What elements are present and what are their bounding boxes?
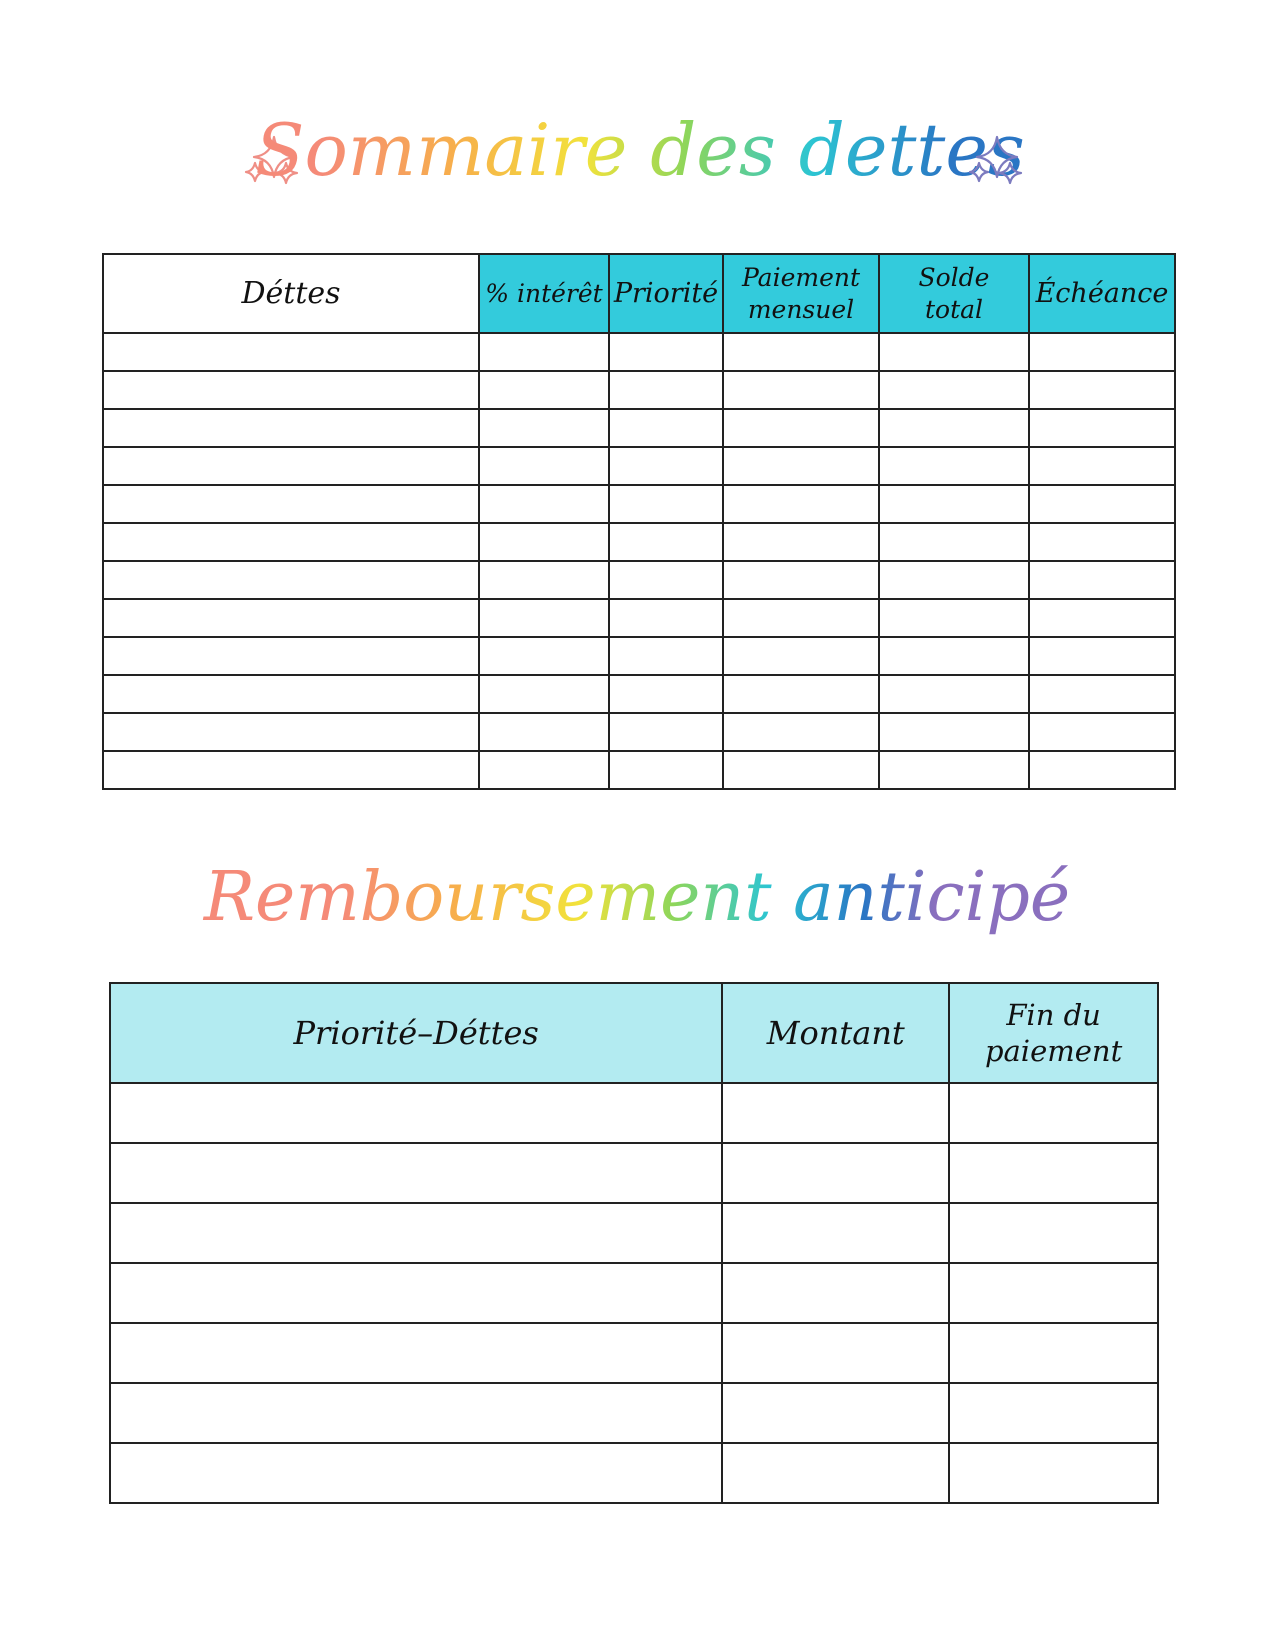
table-cell[interactable] [949, 1263, 1158, 1323]
table-cell[interactable] [949, 1203, 1158, 1263]
table-cell[interactable] [723, 751, 879, 789]
table-cell[interactable] [609, 713, 723, 751]
prepayment-table-body [110, 1083, 1158, 1503]
table-cell[interactable] [879, 751, 1029, 789]
table-cell[interactable] [879, 561, 1029, 599]
table-cell[interactable] [722, 1143, 949, 1203]
table-row [103, 333, 1175, 371]
table-cell[interactable] [479, 523, 609, 561]
column-header-label: Priorité [613, 277, 719, 309]
table-cell[interactable] [479, 599, 609, 637]
prepayment-title-graphic [0, 838, 1275, 958]
table-cell[interactable] [103, 561, 479, 599]
table-row [110, 1083, 1158, 1143]
table-cell[interactable] [479, 751, 609, 789]
column-header-label: Fin du [1006, 997, 1101, 1032]
table-cell[interactable] [609, 561, 723, 599]
table-cell[interactable] [723, 333, 879, 371]
prepayment-title: Remboursement anticipé [203, 858, 1071, 937]
table-cell[interactable] [949, 1083, 1158, 1143]
table-header-row [110, 983, 1158, 1083]
column-header-amount [722, 983, 949, 1083]
table-cell[interactable] [609, 523, 723, 561]
table-cell[interactable] [609, 333, 723, 371]
table-cell[interactable] [879, 713, 1029, 751]
debts-summary-table [102, 253, 1176, 790]
table-cell[interactable] [479, 409, 609, 447]
table-cell[interactable] [110, 1143, 722, 1203]
table-cell[interactable] [103, 675, 479, 713]
column-header-interest [479, 254, 609, 333]
table-cell[interactable] [479, 637, 609, 675]
table-row [103, 523, 1175, 561]
column-header-label-line2: paiement [984, 1034, 1123, 1068]
table-cell[interactable] [723, 371, 879, 409]
table-row [103, 447, 1175, 485]
table-cell[interactable] [879, 447, 1029, 485]
column-header-label: Montant [766, 1014, 905, 1052]
table-cell[interactable] [479, 485, 609, 523]
column-header-label: Paiement [741, 263, 861, 293]
table-row [110, 1443, 1158, 1503]
table-header-row [103, 254, 1175, 333]
column-header-priority [609, 254, 723, 333]
table-cell[interactable] [1029, 523, 1175, 561]
table-cell[interactable] [110, 1203, 722, 1263]
table-cell[interactable] [722, 1443, 949, 1503]
table-cell[interactable] [609, 675, 723, 713]
column-header-label: Déttes [241, 275, 341, 311]
table-cell[interactable] [103, 599, 479, 637]
table-cell[interactable] [879, 523, 1029, 561]
table-cell[interactable] [103, 371, 479, 409]
table-cell[interactable] [723, 561, 879, 599]
summary-title: Sommaire des dettes [255, 108, 1025, 192]
table-cell[interactable] [1029, 713, 1175, 751]
table-cell[interactable] [723, 599, 879, 637]
table-cell[interactable] [1029, 561, 1175, 599]
table-cell[interactable] [110, 1263, 722, 1323]
table-cell[interactable] [949, 1443, 1158, 1503]
table-cell[interactable] [1029, 371, 1175, 409]
table-row [103, 599, 1175, 637]
table-cell[interactable] [103, 751, 479, 789]
table-cell[interactable] [1029, 485, 1175, 523]
table-cell[interactable] [879, 333, 1029, 371]
table-cell[interactable] [949, 1323, 1158, 1383]
table-cell[interactable] [723, 447, 879, 485]
table-cell[interactable] [723, 409, 879, 447]
table-cell[interactable] [103, 523, 479, 561]
table-cell[interactable] [103, 333, 479, 371]
table-cell[interactable] [722, 1083, 949, 1143]
prepayment-table [109, 982, 1159, 1504]
table-cell[interactable] [879, 637, 1029, 675]
table-row [103, 409, 1175, 447]
table-cell[interactable] [722, 1263, 949, 1323]
table-row [110, 1143, 1158, 1203]
table-cell[interactable] [722, 1323, 949, 1383]
table-cell[interactable] [723, 485, 879, 523]
table-cell[interactable] [479, 713, 609, 751]
table-row [103, 485, 1175, 523]
prepayment-title-banner [0, 838, 1275, 958]
column-header-priority-debts [110, 983, 722, 1083]
column-header-debts [103, 254, 479, 333]
debts-table-body [103, 333, 1175, 789]
table-cell[interactable] [879, 675, 1029, 713]
table-cell[interactable] [879, 599, 1029, 637]
table-cell[interactable] [723, 713, 879, 751]
table-cell[interactable] [609, 637, 723, 675]
table-row [110, 1203, 1158, 1263]
summary-title-graphic [0, 95, 1275, 215]
column-header-label: Échéance [1035, 277, 1169, 309]
table-cell[interactable] [609, 751, 723, 789]
table-cell[interactable] [609, 409, 723, 447]
table-cell[interactable] [103, 447, 479, 485]
table-cell[interactable] [723, 675, 879, 713]
table-cell[interactable] [879, 485, 1029, 523]
column-header-label: Priorité–Déttes [293, 1014, 539, 1052]
table-cell[interactable] [1029, 599, 1175, 637]
table-cell[interactable] [722, 1203, 949, 1263]
column-header-label: % intérêt [485, 278, 603, 308]
summary-title-banner [0, 95, 1275, 215]
table-cell[interactable] [949, 1143, 1158, 1203]
table-row [103, 675, 1175, 713]
table-cell[interactable] [110, 1383, 722, 1443]
table-cell[interactable] [879, 371, 1029, 409]
table-cell[interactable] [103, 713, 479, 751]
column-header-label-line2: total [924, 294, 984, 324]
column-header-label: Solde [918, 263, 990, 293]
table-row [103, 371, 1175, 409]
table-cell[interactable] [723, 637, 879, 675]
column-header-total-balance [879, 254, 1029, 333]
table-cell[interactable] [479, 333, 609, 371]
table-cell[interactable] [479, 561, 609, 599]
column-header-monthly-payment [723, 254, 879, 333]
table-cell[interactable] [1029, 333, 1175, 371]
table-row [110, 1323, 1158, 1383]
column-header-label-line2: mensuel [747, 294, 855, 324]
table-row [103, 713, 1175, 751]
table-cell[interactable] [723, 523, 879, 561]
table-cell[interactable] [1029, 409, 1175, 447]
table-cell[interactable] [110, 1443, 722, 1503]
column-header-due-date [1029, 254, 1175, 333]
table-row [103, 561, 1175, 599]
table-cell[interactable] [609, 447, 723, 485]
table-cell[interactable] [103, 485, 479, 523]
table-row [103, 751, 1175, 789]
table-cell[interactable] [110, 1323, 722, 1383]
table-row [110, 1263, 1158, 1323]
table-cell[interactable] [103, 409, 479, 447]
table-cell[interactable] [609, 599, 723, 637]
table-cell[interactable] [479, 675, 609, 713]
table-cell[interactable] [479, 371, 609, 409]
table-cell[interactable] [1029, 637, 1175, 675]
table-cell[interactable] [949, 1383, 1158, 1443]
table-cell[interactable] [722, 1383, 949, 1443]
table-cell[interactable] [609, 371, 723, 409]
table-row [103, 637, 1175, 675]
table-cell[interactable] [879, 409, 1029, 447]
table-cell[interactable] [1029, 751, 1175, 789]
column-header-payment-end [949, 983, 1158, 1083]
table-cell[interactable] [609, 485, 723, 523]
table-cell[interactable] [1029, 447, 1175, 485]
table-cell[interactable] [1029, 675, 1175, 713]
table-row [110, 1383, 1158, 1443]
table-cell[interactable] [103, 637, 479, 675]
table-cell[interactable] [479, 447, 609, 485]
table-cell[interactable] [110, 1083, 722, 1143]
